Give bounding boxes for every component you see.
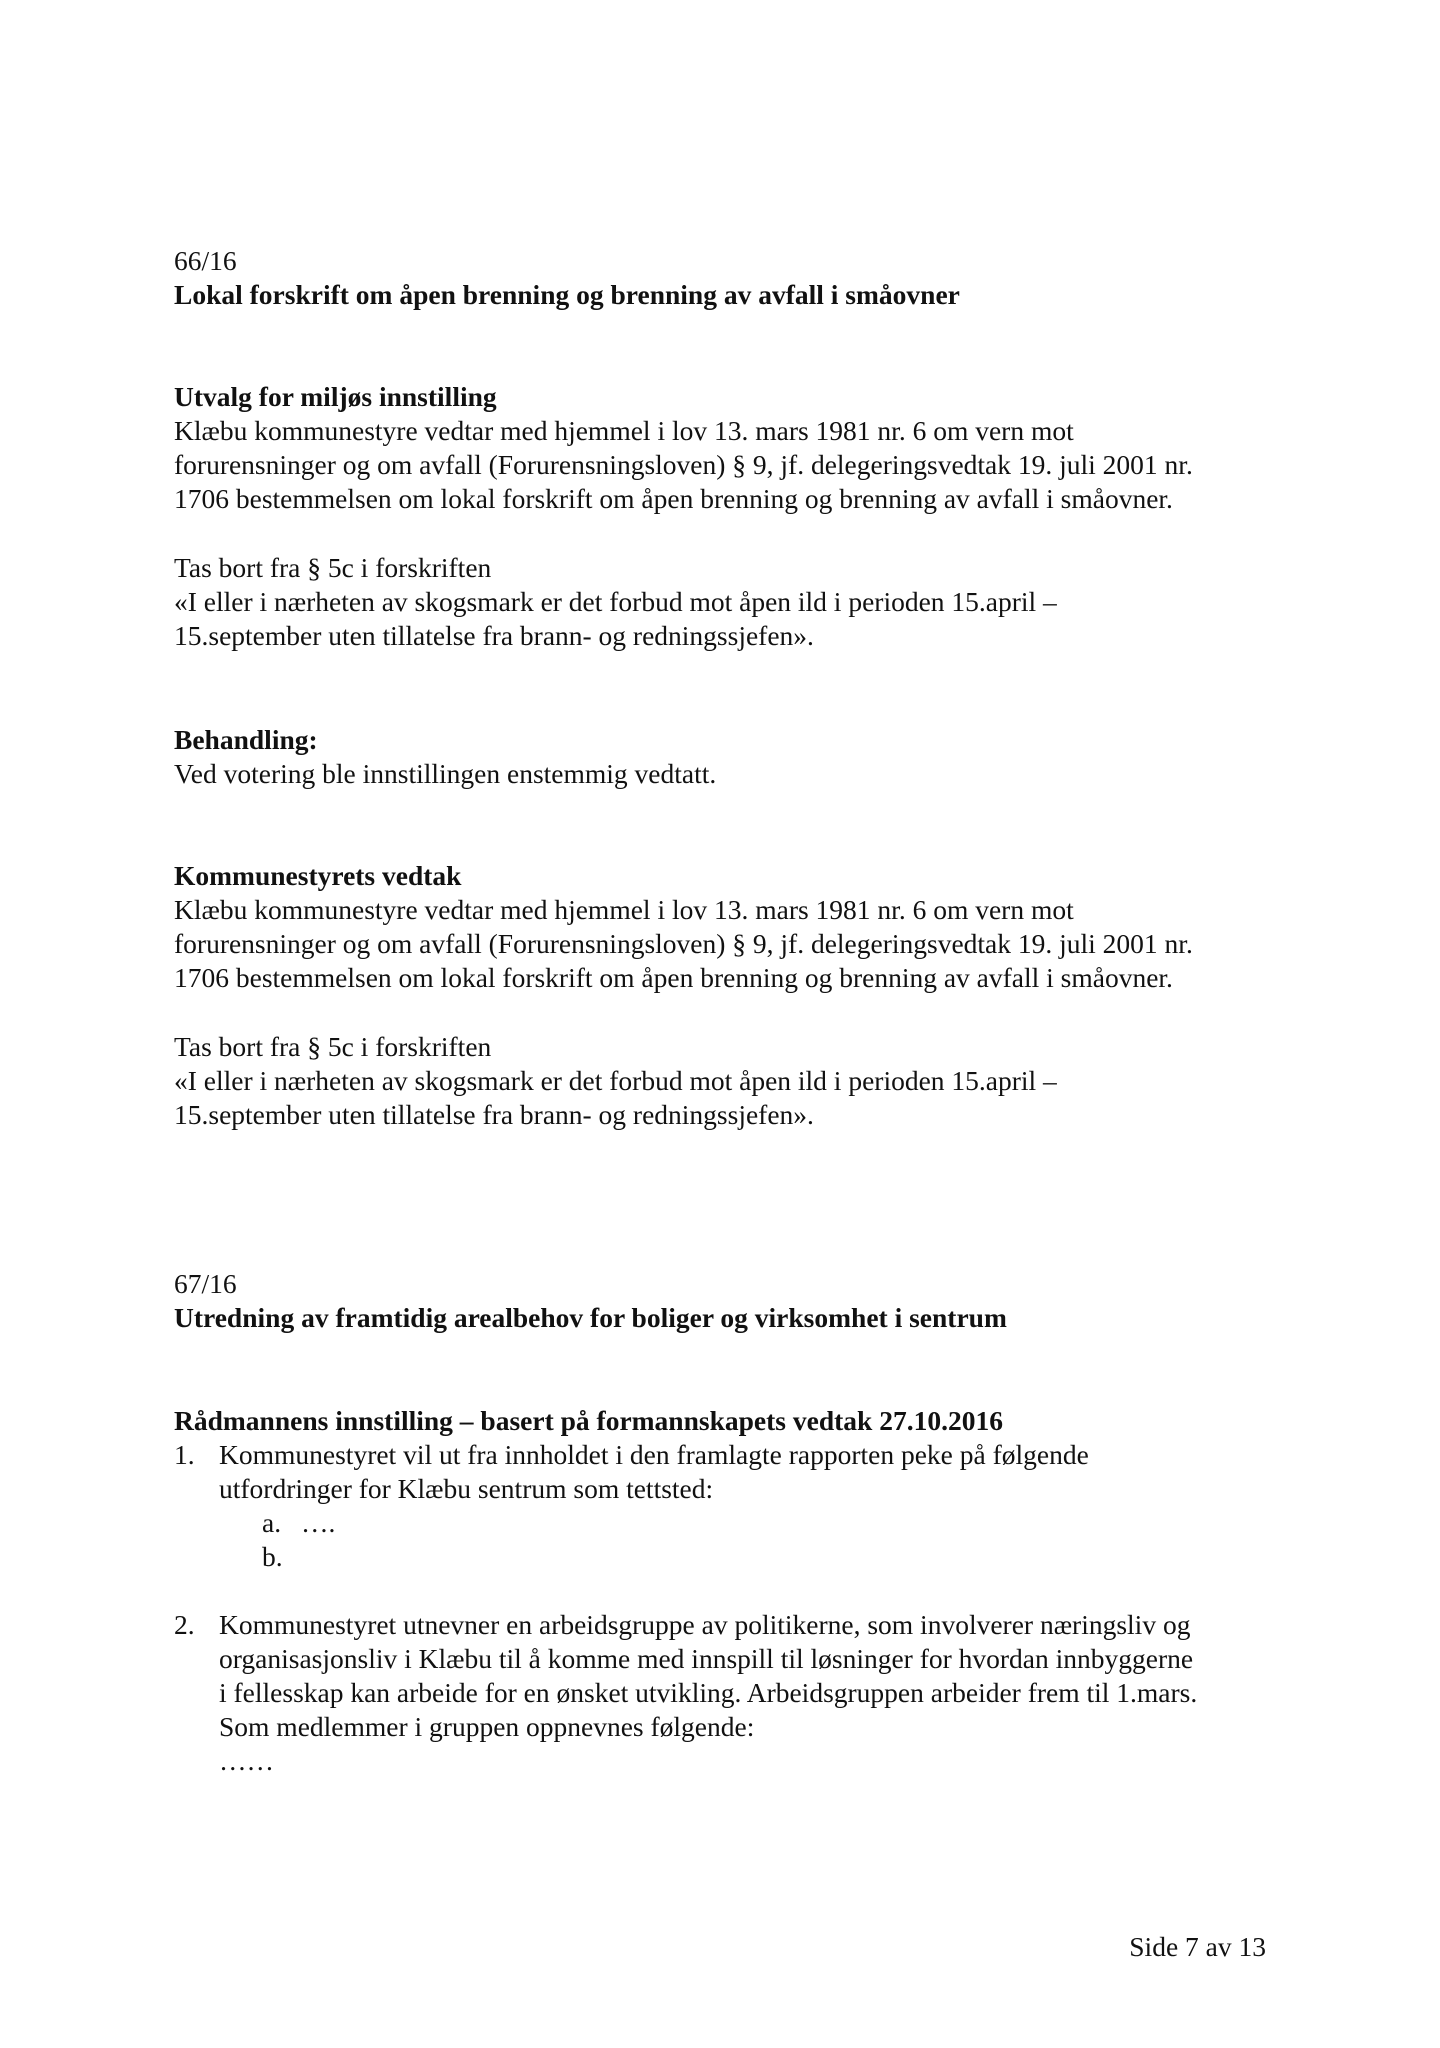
section-heading: Kommunestyrets vedtak — [174, 860, 462, 891]
paragraph-line: 15.september uten tillatelse fra brann- og redningssjefen». — [174, 620, 814, 651]
case-66-decision — [174, 859, 1314, 995]
paragraph-line: Klæbu kommunestyre vedtar med hjemmel i lov 13. mars 1981 nr. 6 om vern mot — [174, 415, 1074, 446]
paragraph-line: 15.september uten tillatelse fra brann- og redningssjefen». — [174, 1099, 814, 1130]
case-66-recommendation — [174, 380, 1314, 516]
case-number: 67/16 — [174, 1268, 237, 1299]
case-number: 66/16 — [174, 245, 237, 276]
paragraph-line: forurensninger og om avfall (Forurensningsloven) § 9, jf. delegeringsvedtak 19. juli 2001 nr. — [174, 449, 1193, 480]
section-heading: Behandling: — [174, 724, 318, 755]
list-item-line: Som medlemmer i gruppen oppnevnes følgende: — [219, 1711, 755, 1742]
list-item-line: …… — [219, 1745, 274, 1776]
section-heading: Utvalg for miljøs innstilling — [174, 381, 497, 412]
paragraph-line: Tas bort fra § 5c i forskriften — [174, 1031, 492, 1062]
case-title: Utredning av framtidig arealbehov for boliger og virksomhet i sentrum — [174, 1302, 1007, 1333]
sub-list-marker: a. — [262, 1507, 282, 1538]
paragraph-line: 1706 bestemmelsen om lokal forskrift om åpen brenning og brenning av avfall i småovner. — [174, 483, 1173, 514]
list-item-line: Kommunestyret utnevner en arbeidsgruppe av politikerne, som involverer næringsliv og — [219, 1609, 1191, 1640]
paragraph-line: 1706 bestemmelsen om lokal forskrift om åpen brenning og brenning av avfall i småovner. — [174, 962, 1173, 993]
list-item-line: i fellesskap kan arbeide for en ønsket utvikling. Arbeidsgruppen arbeider frem til 1.mars. — [219, 1677, 1198, 1708]
paragraph-line: «I eller i nærheten av skogsmark er det forbud mot åpen ild i perioden 15.april – — [174, 586, 1057, 617]
paragraph-line: Klæbu kommunestyre vedtar med hjemmel i lov 13. mars 1981 nr. 6 om vern mot — [174, 894, 1074, 925]
list-item-line: Kommunestyret vil ut fra innholdet i den framlagte rapporten peke på følgende — [219, 1439, 1089, 1470]
paragraph-line: forurensninger og om avfall (Forurensningsloven) § 9, jf. delegeringsvedtak 19. juli 2001 nr. — [174, 928, 1193, 959]
page-number: Side 7 av 13 — [1129, 1931, 1266, 1962]
sub-list-marker: b. — [262, 1541, 283, 1572]
list-item-line: utfordringer for Klæbu sentrum som tettsted: — [219, 1473, 714, 1504]
paragraph-line: «I eller i nærheten av skogsmark er det forbud mot åpen ild i perioden 15.april – — [174, 1065, 1057, 1096]
case-66-recommendation-amendment — [174, 551, 1314, 653]
case-66-header — [174, 244, 1314, 312]
case-66-decision-amendment — [174, 1030, 1314, 1132]
paragraph-line: Ved votering ble innstillingen enstemmig vedtatt. — [174, 758, 717, 789]
case-title: Lokal forskrift om åpen brenning og brenning av avfall i småovner — [174, 279, 960, 310]
case-66-treatment — [174, 723, 1314, 791]
case-67-header — [174, 1267, 1314, 1335]
section-heading: Rådmannens innstilling – basert på formannskapets vedtak 27.10.2016 — [174, 1405, 1003, 1436]
sub-list-text: …. — [301, 1507, 336, 1538]
list-item-line: organisasjonsliv i Klæbu til å komme med innspill til løsninger for hvordan innbyggerne — [219, 1643, 1194, 1674]
list-marker: 1. — [174, 1439, 195, 1470]
list-marker: 2. — [174, 1609, 195, 1640]
paragraph-line: Tas bort fra § 5c i forskriften — [174, 552, 492, 583]
case-67-recommendation-heading — [174, 1404, 1314, 1438]
